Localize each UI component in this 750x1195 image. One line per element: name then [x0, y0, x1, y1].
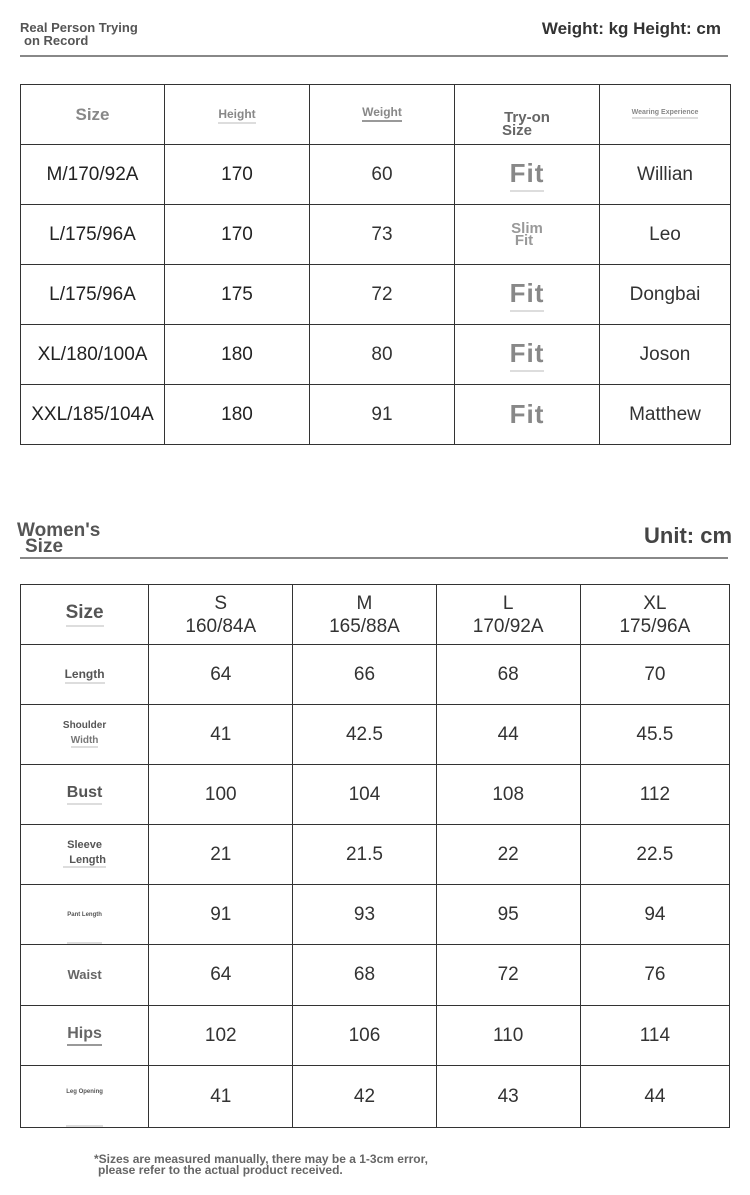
cell: 104 — [293, 765, 436, 825]
note-line2: please refer to the actual product received. — [98, 1163, 343, 1177]
trial-name: Willian — [600, 145, 731, 205]
women-header-row — [21, 585, 730, 645]
trial-row — [21, 205, 731, 265]
cell: 64 — [149, 645, 293, 705]
cell: 22.5 — [580, 825, 729, 885]
trial-row — [21, 145, 731, 205]
women-header-corner: Size — [21, 585, 149, 645]
cell: 70 — [580, 645, 729, 705]
trial-header-weight: Weight — [310, 85, 455, 145]
cell: 76 — [580, 945, 729, 1006]
trial-table — [20, 84, 731, 445]
trial-header-height: Height — [165, 85, 310, 145]
trial-weight: 73 — [310, 205, 455, 265]
trial-fit: Fit — [455, 145, 600, 205]
trial-units: Weight: kg Height: cm — [541, 19, 721, 38]
cell: 64 — [149, 945, 293, 1006]
row-label-leg-opening: Leg Opening — [21, 1066, 149, 1128]
trial-size: XL/180/100A — [21, 325, 165, 385]
row-label-sleeve-length: Sleeve Length — [21, 825, 149, 885]
women-col-header: XL 175/96A — [580, 585, 729, 645]
cell: 91 — [149, 885, 293, 945]
cell: 66 — [293, 645, 436, 705]
cell: 43 — [436, 1066, 580, 1128]
cell: 41 — [149, 1066, 293, 1128]
trial-height: 170 — [165, 145, 310, 205]
women-col-header: M 165/88A — [293, 585, 436, 645]
measurement-note — [94, 1154, 428, 1176]
note-line1: *Sizes are measured manually, there may be a 1-3cm error, — [94, 1152, 428, 1166]
cell: 21.5 — [293, 825, 436, 885]
women-title — [17, 520, 101, 557]
cell: 21 — [149, 825, 293, 885]
trial-name: Dongbai — [600, 265, 731, 325]
row-label-hips: Hips — [21, 1006, 149, 1066]
trial-row — [21, 325, 731, 385]
trial-divider — [20, 55, 728, 57]
women-row — [21, 705, 730, 765]
women-row — [21, 825, 730, 885]
cell: 45.5 — [580, 705, 729, 765]
trial-header-tryon: Try-on Size — [455, 85, 600, 145]
cell: 68 — [293, 945, 436, 1006]
row-label-shoulder-width: Shoulder Width — [21, 705, 149, 765]
cell: 41 — [149, 705, 293, 765]
trial-size: L/175/96A — [21, 205, 165, 265]
trial-title — [20, 21, 138, 47]
row-label-pant-length: Pant Length — [21, 885, 149, 945]
cell: 72 — [436, 945, 580, 1006]
trial-height: 180 — [165, 325, 310, 385]
trial-size: XXL/185/104A — [21, 385, 165, 445]
women-title-line1: Women's — [17, 520, 101, 541]
row-label-bust: Bust — [21, 765, 149, 825]
trial-name: Joson — [600, 325, 731, 385]
trial-fit: Fit — [455, 265, 600, 325]
cell: 42.5 — [293, 705, 436, 765]
trial-weight: 60 — [310, 145, 455, 205]
trial-row — [21, 265, 731, 325]
trial-name: Matthew — [600, 385, 731, 445]
trial-height: 180 — [165, 385, 310, 445]
women-col-header: L 170/92A — [436, 585, 580, 645]
women-row — [21, 1006, 730, 1066]
cell: 44 — [436, 705, 580, 765]
cell: 102 — [149, 1006, 293, 1066]
trial-height: 175 — [165, 265, 310, 325]
trial-title-line1: Real Person Trying — [20, 20, 138, 35]
cell: 42 — [293, 1066, 436, 1128]
trial-header-size: Size — [21, 85, 165, 145]
women-divider — [20, 557, 728, 559]
row-label-waist: Waist — [21, 945, 149, 1006]
trial-row — [21, 385, 731, 445]
cell: 94 — [580, 885, 729, 945]
trial-fit: Slim Fit — [455, 205, 600, 265]
women-row — [21, 1066, 730, 1128]
women-row — [21, 765, 730, 825]
cell: 68 — [436, 645, 580, 705]
cell: 108 — [436, 765, 580, 825]
cell: 44 — [580, 1066, 729, 1128]
trial-fit: Fit — [455, 325, 600, 385]
women-unit: Unit: cm — [644, 523, 732, 548]
cell: 112 — [580, 765, 729, 825]
trial-name: Leo — [600, 205, 731, 265]
cell: 93 — [293, 885, 436, 945]
trial-weight: 80 — [310, 325, 455, 385]
cell: 95 — [436, 885, 580, 945]
trial-height: 170 — [165, 205, 310, 265]
trial-header-experience: Wearing Experience — [600, 85, 731, 145]
row-label-length: Length — [21, 645, 149, 705]
trial-weight: 72 — [310, 265, 455, 325]
trial-size: M/170/92A — [21, 145, 165, 205]
cell: 114 — [580, 1006, 729, 1066]
women-col-header: S 160/84A — [149, 585, 293, 645]
trial-fit: Fit — [455, 385, 600, 445]
women-row — [21, 885, 730, 945]
trial-title-line2: on Record — [24, 33, 89, 48]
trial-header-row — [21, 85, 731, 145]
women-size-table — [20, 584, 730, 1128]
women-row — [21, 645, 730, 705]
women-title-line2: Size — [25, 536, 64, 557]
cell: 100 — [149, 765, 293, 825]
cell: 22 — [436, 825, 580, 885]
trial-weight: 91 — [310, 385, 455, 445]
trial-size: L/175/96A — [21, 265, 165, 325]
cell: 106 — [293, 1006, 436, 1066]
women-row — [21, 945, 730, 1006]
cell: 110 — [436, 1006, 580, 1066]
